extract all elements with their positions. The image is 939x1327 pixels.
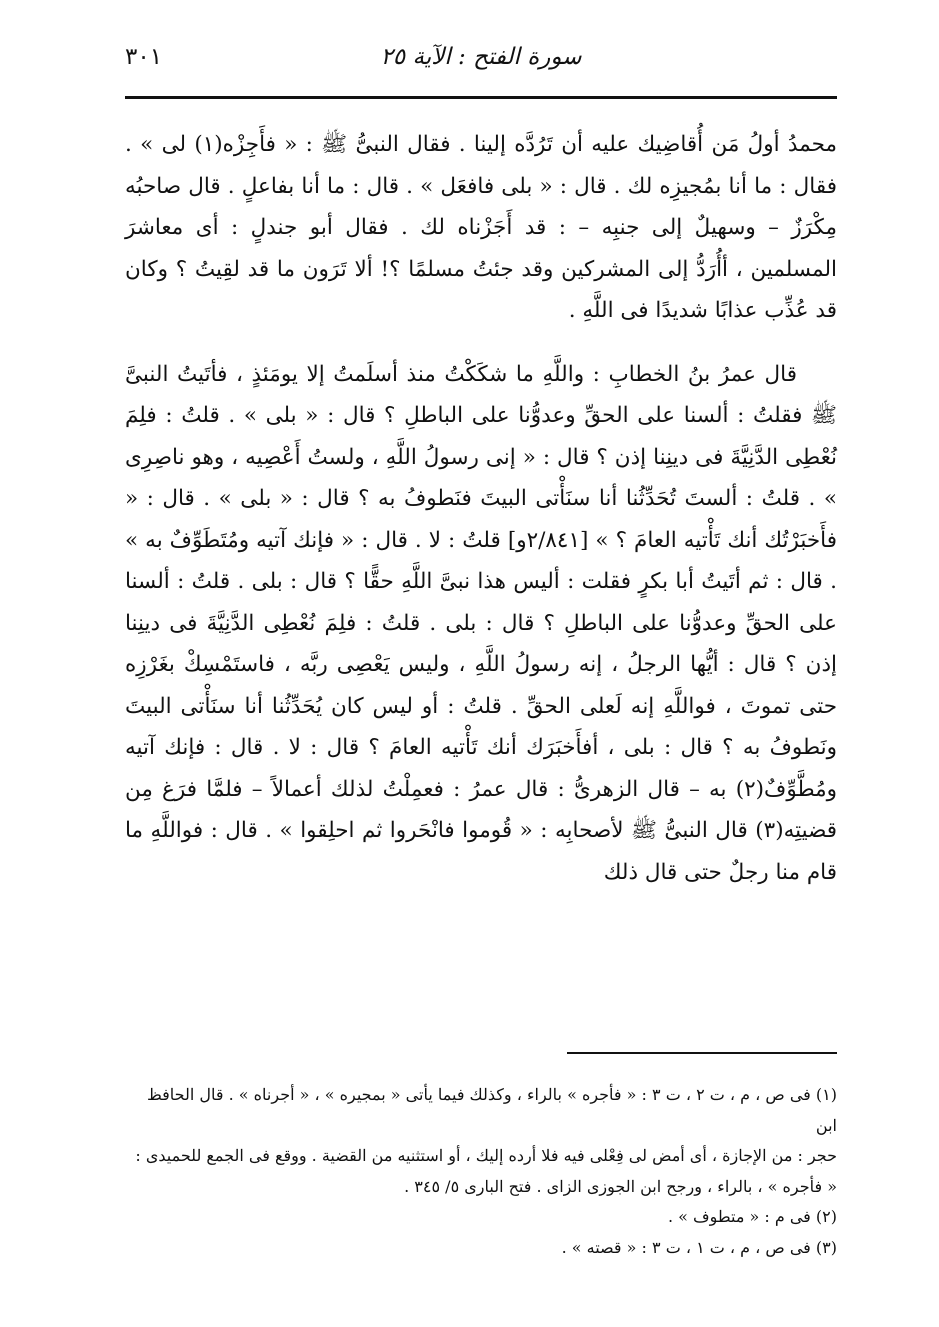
page-title: سورة الفتح : الآية ٢٥: [380, 44, 582, 70]
main-text: [125, 124, 837, 893]
footnote-1-line: (١) فى ص ، م ، ت ٢ ، ت ٣ : « فأجره » بالراء ، وكذلك فيما يأتى « بمجيره » ، « أجرناه » . قال الحافظ ابن: [146, 1085, 837, 1135]
header-divider: [125, 96, 837, 99]
page-number: ٣٠١: [125, 44, 163, 70]
paragraph: محمدُ أولُ مَن أُقاضِيك عليه أن تَرُدَّه إلينا . فقال النبىُّ ﷺ : « فأَجِزْه(١) لى » . فقال : ما أنا بمُجيزِه لك . قال : « بلى فافعَل » . قال : ما أنا بفاعلٍ . قال صاحبُه مِكْرَزٌ – وسهيلٌ إلى جنبِه – : قد أَجَزْناه لك . فقال أبو جندلٍ : أى معاشرَ المسلمين ، أأُرَدُّ إلى المشركين وقد جئتُ مسلمًا ؟! ألا تَرَون ما قد لقِيتُ ؟ وكان قد عُذِّب عذابًا شديدًا فى اللَّهِ .: [125, 132, 837, 323]
footnote-3: (٣) فى ص ، م ، ت ١ ، ت ٣ : « قصته » .: [561, 1237, 837, 1257]
footnotes: [125, 1080, 837, 1263]
footnote-1-line: « فأجره » ، بالراء ، ورجح ابن الجوزى الزاى . فتح البارى ٥/ ٣٤٥ .: [404, 1176, 837, 1196]
footnote-1-line: حجر : من الإجازة ، أى أمض لى فِعْلى فيه فلا أرده إليك ، أو استثنيه من القضية . ووقع فى الجمع للحميدى :: [135, 1146, 837, 1165]
footnote-divider: [567, 1052, 837, 1054]
footnote-2: (٢) فى م : « متطوف » .: [667, 1207, 837, 1226]
paragraph: قال عمرُ بنُ الخطابِ : واللَّهِ ما شكَكْتُ منذ أسلَمتُ إلا يومَئذٍ ، فأتَيتُ النبىَّ ﷺ فقلتُ : ألسنا على الحقِّ وعدوُّنا على الباطلِ ؟ قال : « بلى » . قلتُ : فلِمَ نُعْطِى الدَّنِيَّةَ فى دينِنا إذن ؟ قال : « إنى رسولُ اللَّهِ ، ولستُ أَعْصِيه ، وهو ناصِرِى » . قلتُ : ألستَ تُحَدِّثُنا أنا سنَأْتى البيتَ فنَطوفُ به ؟ قال : « بلى » . قال : « فأَخبَرْتُك أنك تَأْتيه العامَ ؟ » [٢/٨٤١و] قلتُ : لا . قال : « فإنك آتيه ومُتَطَوِّفٌ به » . قال : ثم أتَيتُ أبا بكرٍ فقلت : أليس هذا نبىَّ اللَّهِ حقًّا ؟ قال : بلى . قلتُ : ألسنا على الحقِّ وعدوُّنا على الباطلِ ؟ قال : بلى . قلتُ : فلِمَ نُعْطِى الدَّنِيَّةَ فى دينِنا إذن ؟ قال : أيُّها الرجلُ ، إنه رسولُ اللَّهِ ، وليس يَعْصِى ربَّه ، فاستَمْسِكْ بغَرْزِه حتى تموتَ ، فواللَّهِ إنه لَعلى الحقِّ . قلتُ : أو ليس كان يُحَدِّثُنا أنا سنَأْتى البيتَ ونَطوفُ به ؟ قال : بلى ، أفأَخبَرَك أنك تَأْتيه العامَ ؟ قال : لا . قال : فإنك آتيه ومُطَّوِّفٌ(٢) به – قال الزهرىُّ : قال عمرُ : فعمِلْتُ لذلك أعمالاً – فلمَّا فرَغ مِن قضيتِه(٣) قال النبىُّ ﷺ لأصحابِه : « قُوموا فانْحَروا ثم احلِقوا » . قال : فواللَّهِ ما قام منا رجلٌ حتى قال ذلك: [125, 361, 837, 885]
page-header: [125, 30, 837, 100]
